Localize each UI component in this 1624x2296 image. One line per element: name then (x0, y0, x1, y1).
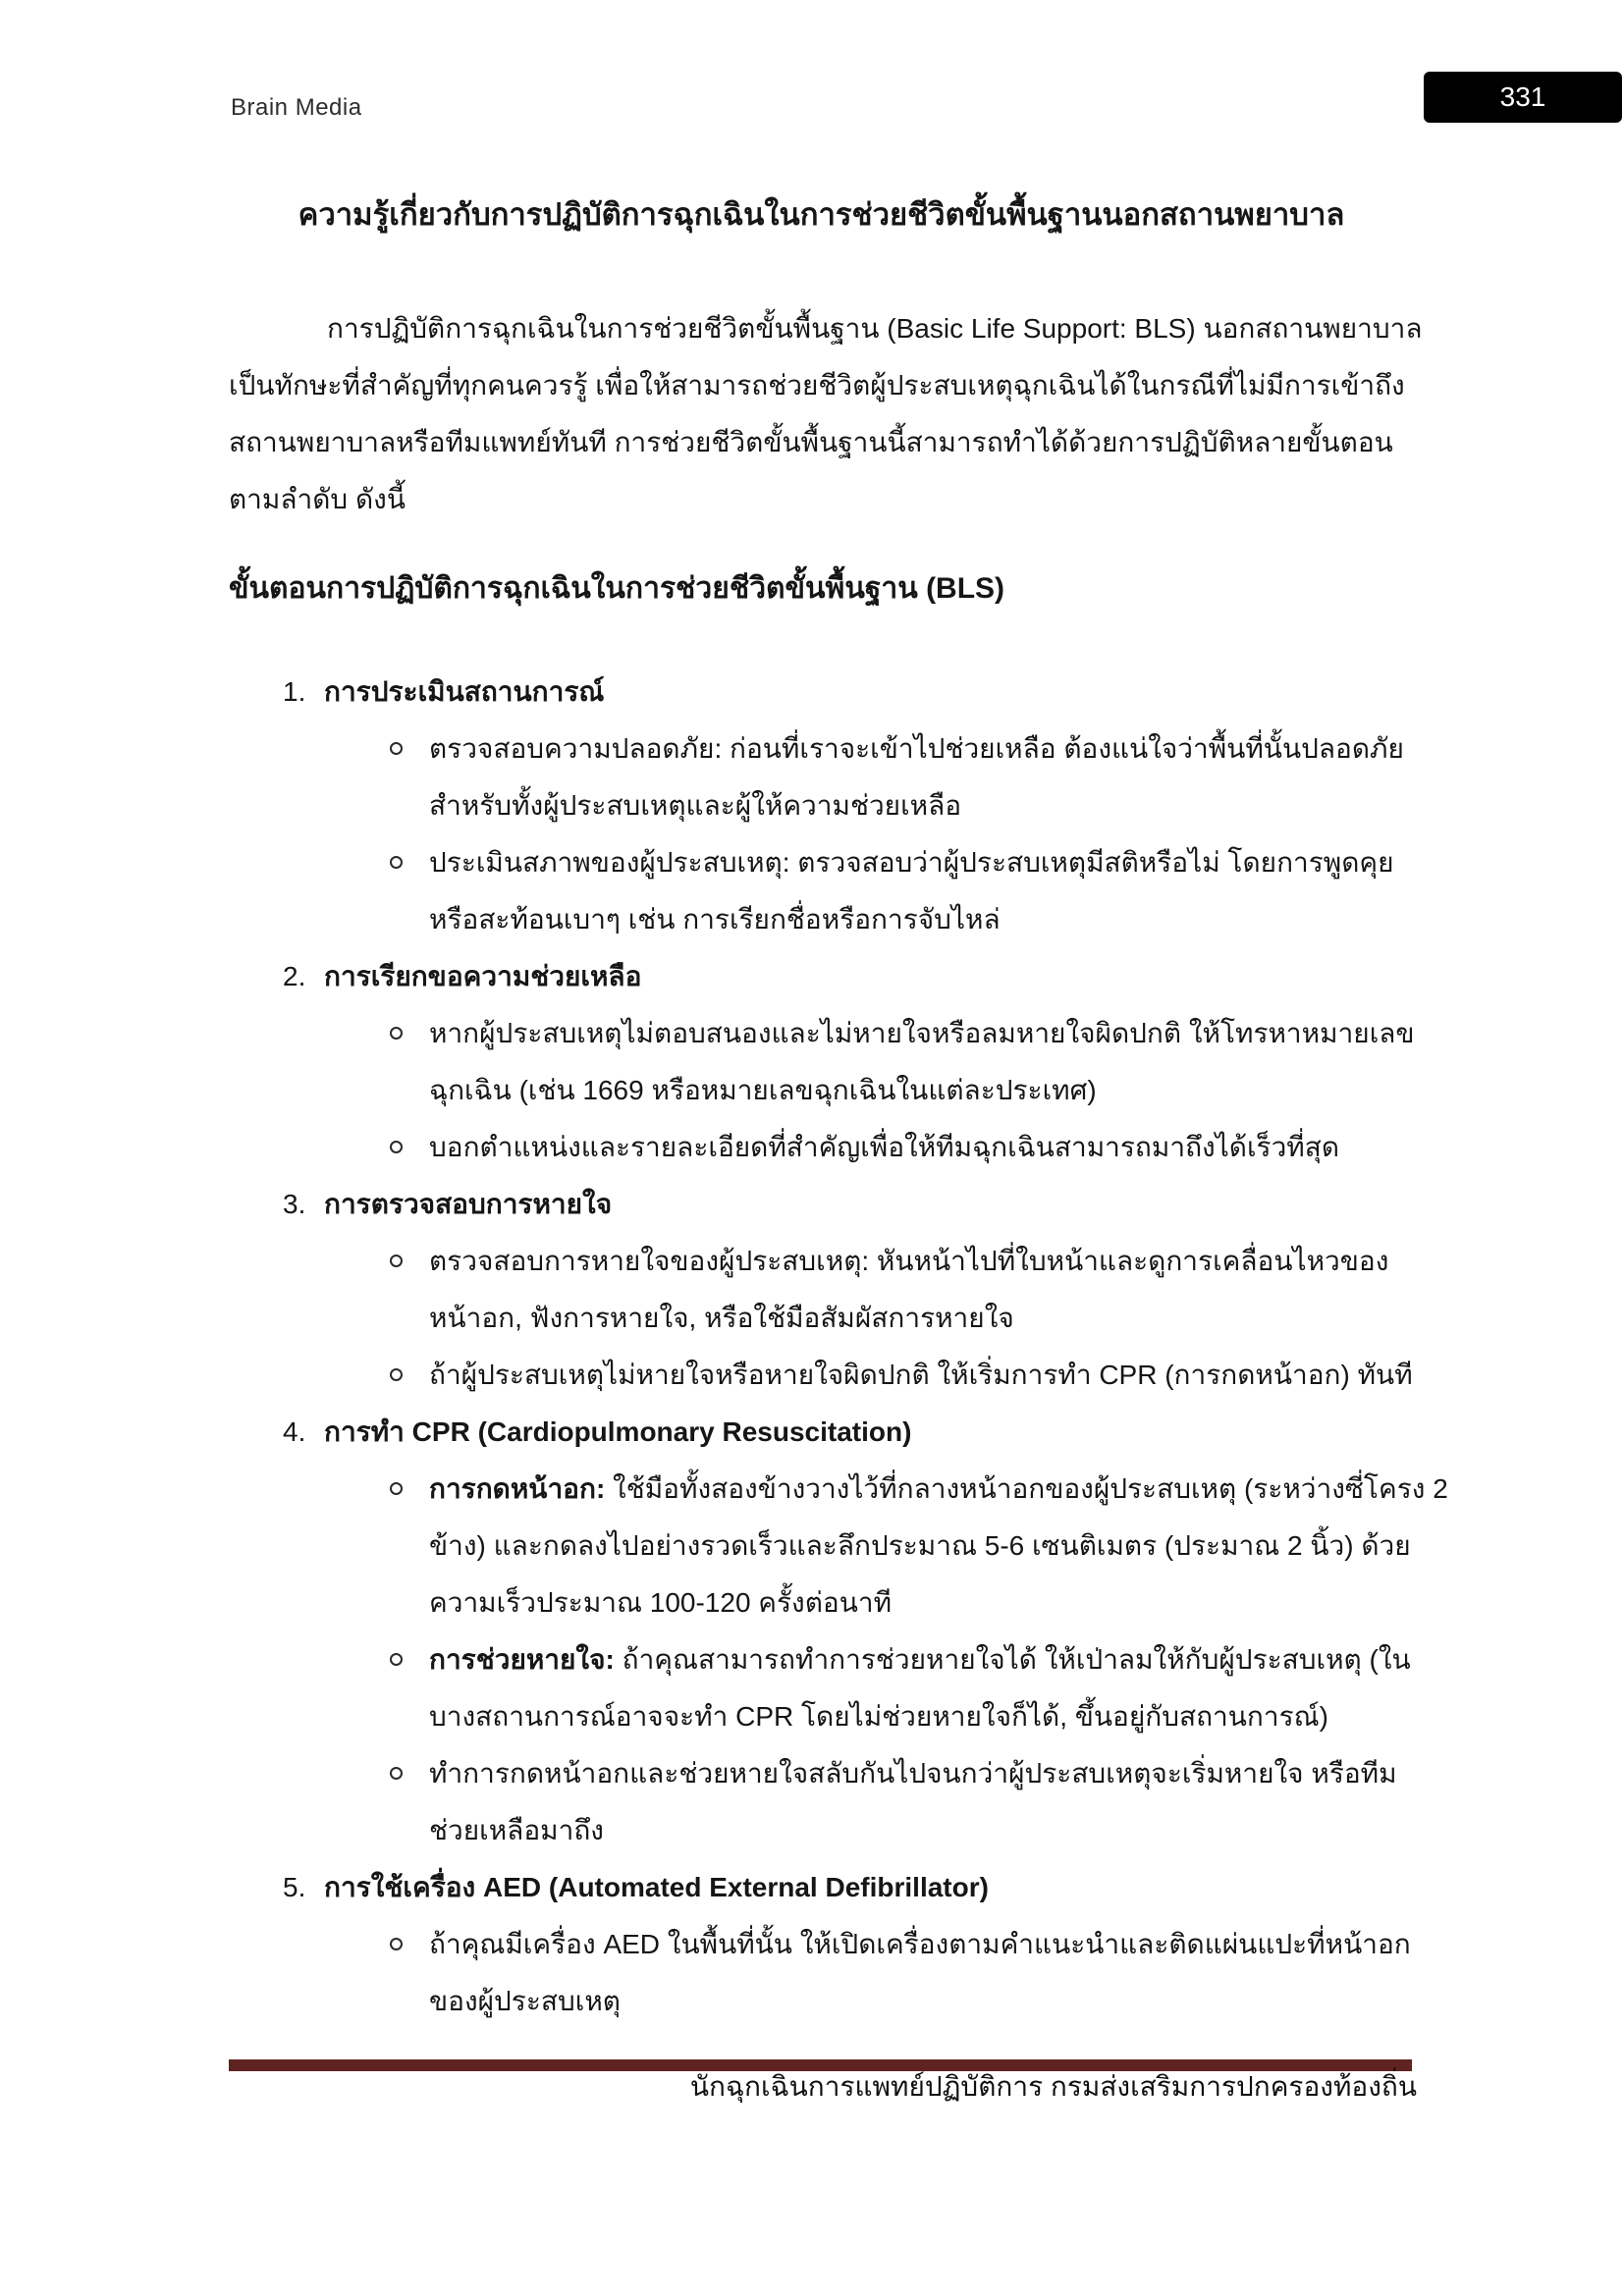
bullet-item (229, 1233, 1417, 1347)
bullet-line: หากผู้ประสบเหตุไม่ตอบสนองและไม่หายใจหรือลมหายใจผิดปกติ ให้โทรหาหมายเลข (429, 1018, 1415, 1048)
section-heading: ขั้นตอนการปฏิบัติการฉุกเฉินในการช่วยชีวิตขั้นพื้นฐาน (BLS) (229, 572, 1005, 605)
bullet-text (429, 721, 1417, 834)
bullet-text (429, 1745, 1417, 1859)
bullet-text (429, 1347, 1417, 1404)
bullet-text (429, 1631, 1417, 1745)
step-title-text: การตรวจสอบการหายใจ (324, 1189, 613, 1219)
step-item (229, 1176, 1417, 1404)
page-title: ความรู้เกี่ยวกับการปฏิบัติการฉุกเฉินในการช่วยชีวิตขั้นพื้นฐานนอกสถานพยาบาล (298, 197, 1345, 232)
step-title-text: การเรียกขอความช่วยเหลือ (324, 961, 642, 991)
bullet-line: ถ้าผู้ประสบเหตุไม่หายใจหรือหายใจผิดปกติ ให้เริ่มการทำ CPR (การกดหน้าอก) ทันที (429, 1360, 1413, 1390)
bullet-line: ช่วยเหลือมาถึง (429, 1815, 604, 1845)
page-number: 331 (1499, 81, 1546, 112)
step-number: 3. (283, 1189, 306, 1219)
step-number: 5. (283, 1872, 306, 1902)
bullet-item (229, 1461, 1448, 1631)
intro-line: การปฏิบัติการฉุกเฉินในการช่วยชีวิตขั้นพื้นฐาน (Basic Life Support: BLS) นอกสถานพยาบาล (327, 313, 1423, 344)
step-number: 1. (283, 676, 306, 707)
bullet-item (229, 1005, 1417, 1119)
bullet-line: การช่วยหายใจ: ถ้าคุณสามารถทำการช่วยหายใจได้ ให้เป่าลมให้กับผู้ประสบเหตุ (ใน (429, 1644, 1411, 1675)
circle-bullet-icon (390, 1767, 403, 1780)
bullet-item (229, 834, 1417, 948)
circle-bullet-icon (390, 742, 403, 755)
step-title-text: การประเมินสถานการณ์ (324, 676, 605, 707)
bullet-line: บอกตำแหน่งและรายละเอียดที่สำคัญเพื่อให้ทีมฉุกเฉินสามารถมาถึงได้เร็วที่สุด (429, 1132, 1340, 1162)
bullet-item (229, 1347, 1417, 1404)
bullet-line: ฉุกเฉิน (เช่น 1669 หรือหมายเลขฉุกเฉินในแต่ละประเทศ) (429, 1075, 1097, 1105)
step-title-text: การใช้เครื่อง AED (Automated External Defibrillator) (324, 1872, 989, 1902)
circle-bullet-icon (390, 1482, 403, 1495)
bullet-line: ถ้าคุณมีเครื่อง AED ในพื้นที่นั้น ให้เปิดเครื่องตามคำแนะนำและติดแผ่นแปะที่หน้าอก (429, 1929, 1411, 1959)
page-number-badge (1424, 72, 1622, 123)
step-title (229, 1859, 1417, 1916)
step-item (229, 1404, 1448, 1859)
step-title-text: การทำ CPR (Cardiopulmonary Resuscitation) (324, 1416, 912, 1447)
bullet-text (429, 1233, 1417, 1347)
bullet-line: ประเมินสภาพของผู้ประสบเหตุ: ตรวจสอบว่าผู้ประสบเหตุมีสติหรือไม่ โดยการพูดคุย (429, 847, 1394, 878)
bullet-text (429, 1916, 1417, 2030)
bullet-lead-in: การกดหน้าอก: (429, 1473, 606, 1504)
circle-bullet-icon (390, 1027, 403, 1040)
steps-list (229, 664, 1448, 2030)
bullet-text (429, 1005, 1417, 1119)
step-title (229, 1176, 1417, 1233)
bullet-lead-in: การช่วยหายใจ: (429, 1644, 615, 1675)
step-item (229, 948, 1417, 1176)
step-number: 4. (283, 1416, 306, 1447)
bullet-line: ทำการกดหน้าอกและช่วยหายใจสลับกันไปจนกว่าผู้ประสบเหตุจะเริ่มหายใจ หรือทีม (429, 1758, 1397, 1789)
step-item (229, 1859, 1417, 2030)
bullet-line: ตรวจสอบความปลอดภัย: ก่อนที่เราจะเข้าไปช่วยเหลือ ต้องแน่ใจว่าพื้นที่นั้นปลอดภัย (429, 733, 1404, 764)
bullet-text (429, 834, 1417, 948)
step-number: 2. (283, 961, 306, 991)
bullet-text (429, 1119, 1417, 1176)
bullet-line: ความเร็วประมาณ 100-120 ครั้งต่อนาที (429, 1587, 893, 1618)
intro-line: สถานพยาบาลหรือทีมแพทย์ทันที การช่วยชีวิตขั้นพื้นฐานนี้สามารถทำได้ด้วยการปฏิบัติหลายขั้นตอน (229, 427, 1393, 457)
bullet-line: การกดหน้าอก: ใช้มือทั้งสองข้างวางไว้ที่กลางหน้าอกของผู้ประสบเหตุ (ระหว่างซี่โครง 2 (429, 1473, 1448, 1504)
bullet-item (229, 1745, 1417, 1859)
bullet-item (229, 721, 1417, 834)
bullet-text (429, 1461, 1448, 1631)
bullet-item (229, 1631, 1417, 1745)
circle-bullet-icon (390, 1141, 403, 1153)
step-title (229, 1404, 1417, 1461)
bullet-item (229, 1916, 1417, 2030)
bullet-line: หน้าอก, ฟังการหายใจ, หรือใช้มือสัมผัสการหายใจ (429, 1303, 1014, 1333)
circle-bullet-icon (390, 1255, 403, 1267)
circle-bullet-icon (390, 1368, 403, 1381)
circle-bullet-icon (390, 1938, 403, 1950)
bullet-line: หรือสะท้อนเบาๆ เช่น การเรียกชื่อหรือการจับไหล่ (429, 904, 1001, 934)
circle-bullet-icon (390, 1653, 403, 1666)
bullet-item (229, 1119, 1417, 1176)
bullet-line: ตรวจสอบการหายใจของผู้ประสบเหตุ: หันหน้าไปที่ใบหน้าและดูการเคลื่อนไหวของ (429, 1246, 1389, 1276)
step-item (229, 664, 1417, 948)
bullet-line: สำหรับทั้งผู้ประสบเหตุและผู้ให้ความช่วยเหลือ (429, 790, 962, 821)
circle-bullet-icon (390, 856, 403, 869)
brand-label: Brain Media (231, 94, 362, 121)
footer-credit: นักฉุกเฉินการแพทย์ปฏิบัติการ กรมส่งเสริมการปกครองท้องถิ่น (689, 2071, 1417, 2102)
bullet-line: ของผู้ประสบเหตุ (429, 1986, 621, 2016)
step-title (229, 948, 1417, 1005)
document-body (229, 300, 1448, 2030)
step-title (229, 664, 1417, 721)
intro-line: ตามลำดับ ดังนี้ (229, 484, 406, 514)
bullet-line: บางสถานการณ์อาจจะทำ CPR โดยไม่ช่วยหายใจก็ได้, ขึ้นอยู่กับสถานการณ์) (429, 1701, 1328, 1732)
intro-line: เป็นทักษะที่สำคัญที่ทุกคนควรรู้ เพื่อให้สามารถช่วยชีวิตผู้ประสบเหตุฉุกเฉินได้ในกรณีที่ไม่มีการเข้าถึง (229, 370, 1405, 400)
bullet-line: ข้าง) และกดลงไปอย่างรวดเร็วและลึกประมาณ 5-6 เซนติเมตร (ประมาณ 2 นิ้ว) ด้วย (429, 1530, 1411, 1561)
